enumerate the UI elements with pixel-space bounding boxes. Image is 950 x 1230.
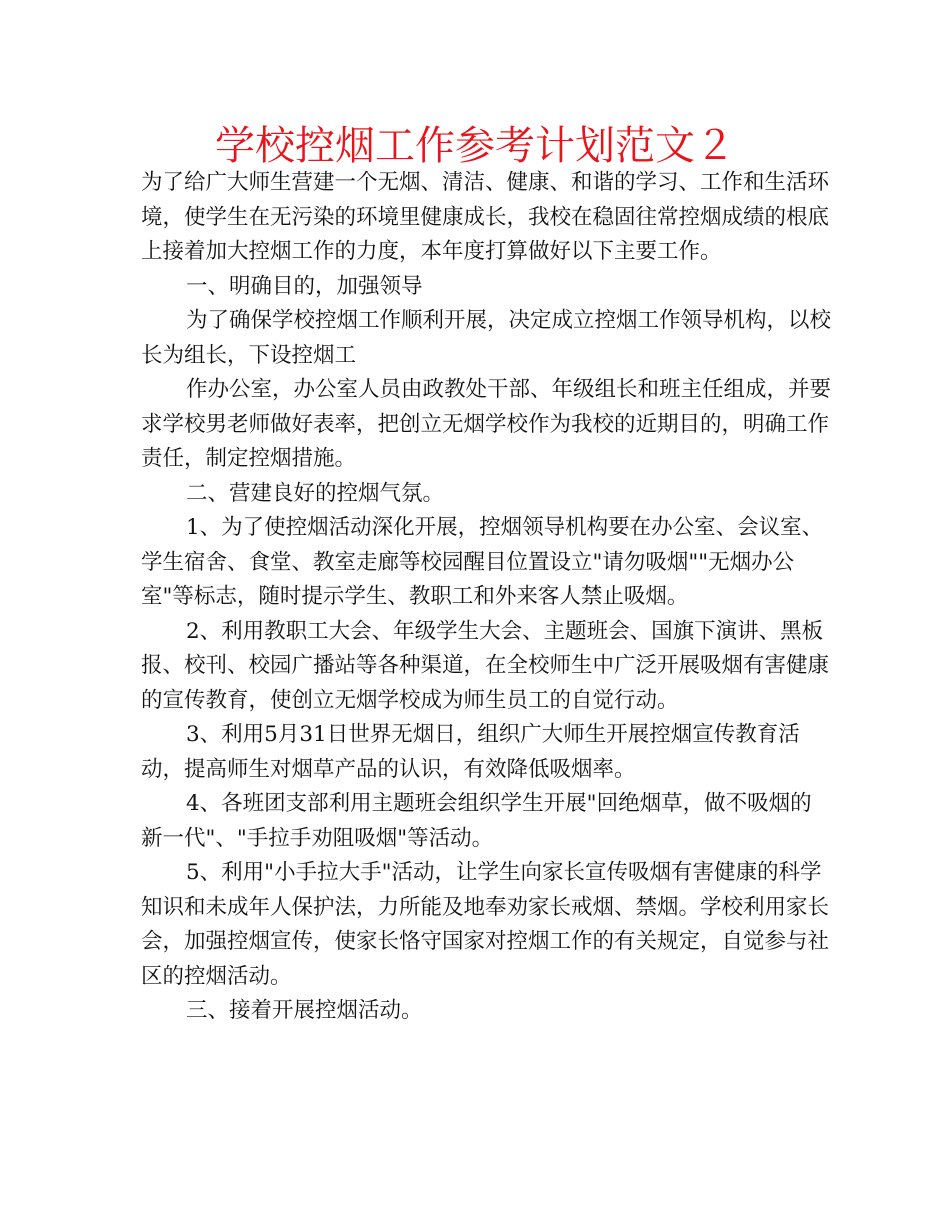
paragraph-item-1: 1、为了使控烟活动深化开展，控烟领导机构要在办公室、会议室、学生宿舍、食堂、教室走廊等校园醒目位置设立"请勿吸烟""无烟办公室"等标志，随时提示学生、教职工和外来客人禁止吸烟。	[141, 515, 824, 609]
paragraph-office: 作办公室，办公室人员由政教处干部、年级组长和班主任组成，并要求学校男老师做好表率，把创立无烟学校作为我校的近期目的，明确工作责任，制定控烟措施。	[141, 377, 832, 471]
paragraph-item-4: 4、各班团支部利用主题班会组织学生开展"回绝烟草，做不吸烟的新一代"、"手拉手劝阻吸烟"等活动。	[141, 791, 812, 851]
paragraph-item-2: 2、利用教职工大会、年级学生大会、主题班会、国旗下演讲、黑板报、校刊、校园广播站等各种渠道，在全校师生中广泛开展吸烟有害健康的宣传教育，使创立无烟学校成为师生员工的自觉行动。	[141, 618, 830, 713]
paragraph-leadership: 为了确保学校控烟工作顺利开展，决定成立控烟工作领导机构，以校长为组长，下设控烟工	[141, 308, 832, 368]
paragraph-item-5: 5、利用"小手拉大手"活动，让学生向家长宣传吸烟有害健康的科学知识和未成年人保护法，力所能及地奉劝家长戒烟、禁烟。学校利用家长会，加强控烟宣传，使家长恪守国家对控烟工作的有关规定，自觉参与社区的控烟活动。	[141, 860, 830, 989]
paragraph-intro: 为了给广大师生营建一个无烟、清洁、健康、和谐的学习、工作和生活环境，使学生在无污染的环境里健康成长，我校在稳固往常控烟成绩的根底上接着加大控烟工作的力度，本年度打算做好以下主要工作。	[141, 170, 830, 264]
heading-section-3: 三、接着开展控烟活动。	[186, 998, 423, 1023]
paragraph-item-3: 3、利用5月31日世界无烟日，组织广大师生开展控烟宣传教育活动，提高师生对烟草产品的认识，有效降低吸烟率。	[141, 722, 800, 782]
heading-section-1: 一、明确目的，加强领导	[186, 273, 423, 299]
heading-section-2: 二、营建良好的控烟气氛。	[186, 480, 445, 506]
document-title: 学校控烟工作参考计划范文２	[215, 123, 735, 169]
document-body	[141, 166, 831, 1029]
